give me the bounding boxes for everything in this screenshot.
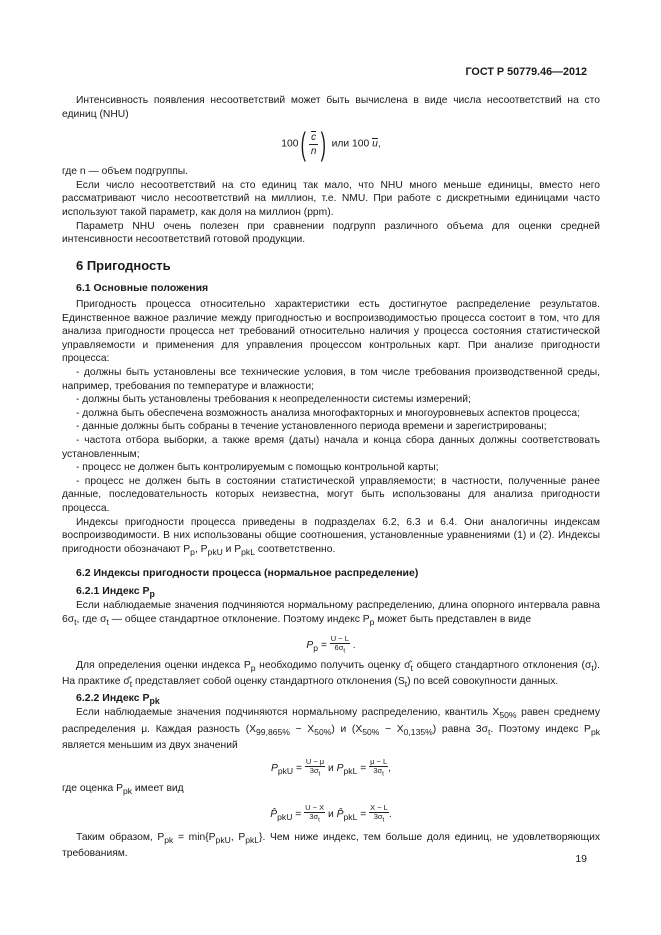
list-item: - процесс не должен быть в состоянии статистической управляемости; в частности, полученные ранее данные, последовательность которых неизвестна, могут быть использованы для анализа пригодности процесса.: [62, 475, 600, 514]
section-6-1-paragraph: Пригодность процесса относительно характеристики есть достигнутое распределение результатов. Единственное важное различие между пригодностью и воспроизводимостью процесса состоит в том, что для анализа пригодности процесса нет требований относительно наличия у процесса состояния статистической управляемости и применения для управления процессом контрольных карт. При анализе пригодности процесса:: [62, 299, 600, 365]
section-6-2-1-paragraph-1: Если наблюдаемые значения подчиняются нормальному распределению, длина опорного интервала равна $6\sigma_t$, где $\sigma_t$ — общее стандартное отклонение. Поэтому индекс $P_p$ может быть представлен в виде: [62, 600, 600, 628]
standard-header: ГОСТ Р 50779.46—2012: [465, 66, 587, 78]
intro-paragraph-3: Параметр NHU очень полезен при сравнении подгрупп различного объема для оценки средней интенсивности несоответствий готовой продукции.: [62, 220, 600, 246]
list-item: - данные должны быть собраны в течение установленного периода времени и зарегистрированы;: [76, 421, 547, 433]
section-6-2-title: 6.2 Индексы пригодности процесса (нормальное распределение): [76, 567, 419, 580]
ppk-formula-2: $P̂_{pkU}$ = $\frac{U - X}{3\sigma_t}$ и $P̂_{pkL}$ = $\frac{X - L}{3\sigma_t}$ .: [270, 802, 392, 824]
list-item: - должны быть установлены все технические условия, в том числе требования производственной среды, например, требования по температуре и влажности;: [62, 366, 600, 392]
ppk-formula-1: $P_{pkU}$ = $\frac{U - \mu}{3\sigma_t}$ и $P_{pkL}$ = $\frac{\mu - L}{3\sigma_t}$ ,: [270, 756, 392, 778]
intro-paragraph-1: Интенсивность появления несоответствий может быть вычислена в виде числа несоответствий на сто единиц (NHU): [62, 95, 600, 120]
section-6-2-2-paragraph-2: Таким образом, $P_{pk} = \min\{P_{pkU}$, $P_{pkL}$}. Чем ниже индекс, тем больше доля единиц, не удовлетворяющих требованиям.: [62, 831, 600, 860]
list-item: - процесс не должен быть контролируемым с помощью контрольной карты;: [76, 462, 439, 474]
where-note: где n — объем подгруппы.: [62, 166, 189, 178]
section-6-2-2-title: 6.2.2 Индекс $P_{pk}$: [76, 691, 160, 707]
list-item: - должна быть обеспечена возможность анализа многофакторных и многоуровневых аспектов процесса;: [76, 407, 580, 419]
intro-block: [62, 94, 600, 247]
nhu-formula: 100( $\frac{\overline{c}}{n}$ ) или 100 $\overline{u}$,: [281, 126, 381, 163]
section-6: [62, 258, 600, 861]
pp-formula: $P_p$ = $\frac{U - L}{6\sigma_t}$ .: [306, 633, 356, 655]
list-item: - частота отбора выборки, а также время (даты) начала и конца сбора данных должны соответствовать установленным;: [62, 434, 600, 460]
section-6-2-1-paragraph-2: Для определения оценки индекса $P_p$ необходимо получить оценку $\sigmâ_t$ общего стандартного отклонения $(\sigma_t)$. На практике $\sigmâ_t$ представляет собой оценку стандартного отклонения $(S_t)$ по всей совокупности данных.: [62, 659, 600, 690]
page-number: 19: [575, 853, 587, 865]
intro-paragraph-2: Если число несоответствий на сто единиц так мало, что NHU много меньше единицы, вместо него рассматривают число несоответствий на миллион, т.е. NMU. При работе с дискретными единицами часто используют такой параметр, как доля на миллион (ppm).: [62, 179, 600, 218]
section-6-1-indices-paragraph: Индексы пригодности процесса приведены в подразделах 6.2, 6.3 и 6.4. Они аналогичны индексам воспроизводимости. В них использованы общие соотношения, установленные уравнениями (1) и (2). Индексы пригодности обозначают $P_p$, $P_{pkU}$ и $P_{pkL}$ соответственно.: [62, 516, 600, 557]
section-6-title: 6 Пригодность: [76, 258, 171, 273]
list-item: - должны быть установлены требования к неопределенности системы измерений;: [76, 394, 471, 406]
section-6-2-2-paragraph-1: Если наблюдаемые значения подчиняются нормальному распределению, квантиль $X_{50\%}$ равен среднему распределения μ. Каждая разность $(X_{99,865\%} - X_{50\%})$ и $(X_{50\%} - X_{0,135\%})$ равна $3\sigma_t$. Поэтому индекс $P_{pk}$ является меньшим из двух значений: [62, 707, 600, 752]
where-estimate: где оценка $P_{pk}$ имеет вид: [62, 782, 184, 796]
section-6-1-title: 6.1 Основные положения: [76, 282, 209, 294]
section-6-2-1-title: 6.2.1 Индекс $P_p$: [76, 585, 155, 600]
